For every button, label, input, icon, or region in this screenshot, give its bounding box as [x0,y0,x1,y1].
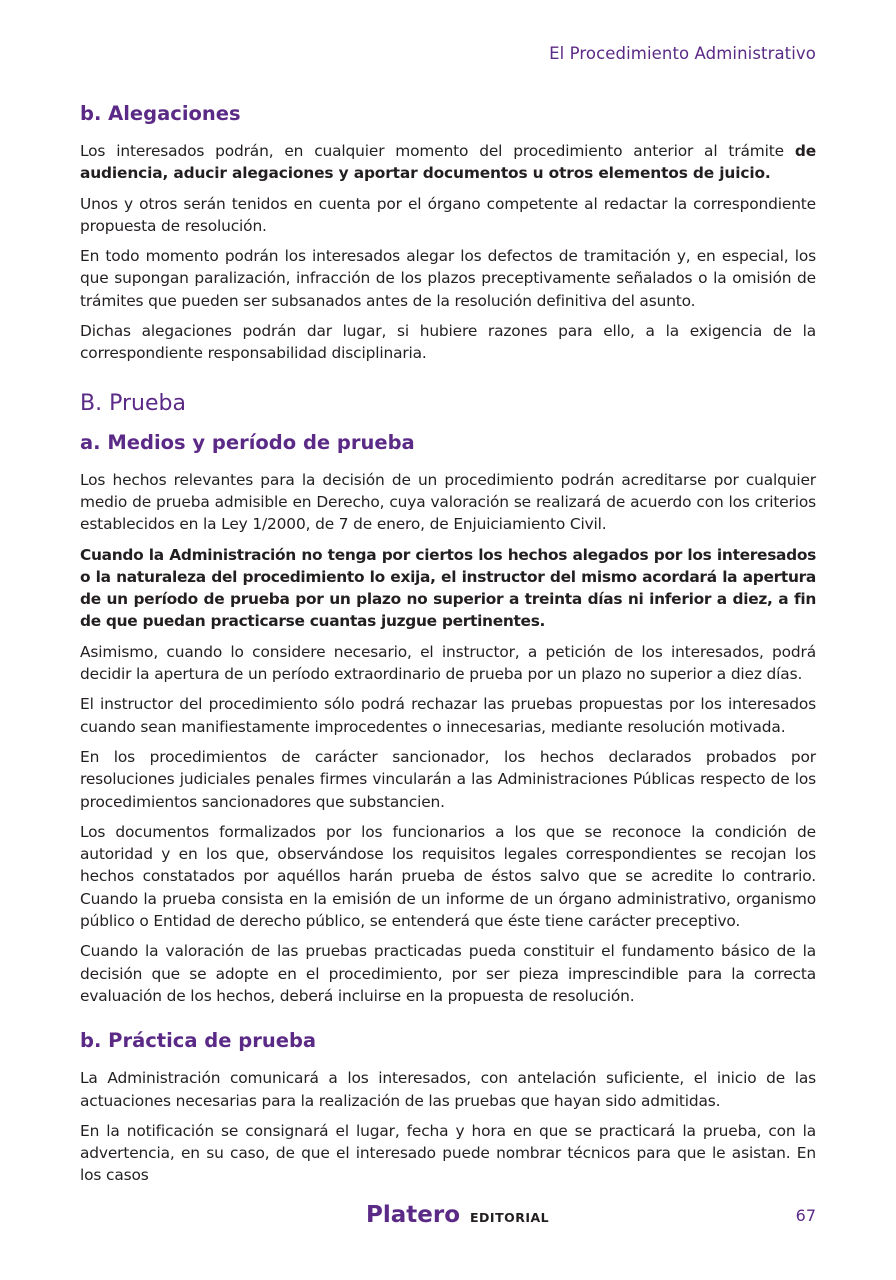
heading-prueba: B. Prueba [80,390,186,416]
page-number: 67 [795,1206,816,1225]
page-body [80,100,816,1195]
paragraph: Dichas alegaciones podrán dar lugar, si hubiere razones para ello, a la exigencia de la correspondiente responsabilidad disciplinaria. [80,322,816,363]
paragraph: Los documentos formalizados por los funcionarios a los que se reconoce la condición de autoridad y en los que, observándose los requisitos legales correspondientes se recojan los hechos constatados por aquéllos harán prueba de éstos salvo que se acredite lo contrario. Cuando la prueba consista en la emisión de un informe de un órgano administrativo, organismo público o Entidad de derecho público, se entenderá que éste tiene carácter preceptivo. [80,822,816,931]
running-header: El Procedimiento Administrativo [549,44,816,63]
heading-medios-periodo-prueba: a. Medios y período de prueba [80,430,415,454]
paragraph: La Administración comunicará a los interesados, con antelación suficiente, el inicio de las actuaciones necesarias para la realización de las pruebas que hayan sido admitidas. [80,1069,816,1110]
brand-name: Platero [366,1202,460,1228]
paragraph: Unos y otros serán tenidos en cuenta por el órgano competente al redactar la correspondiente propuesta de resolución. [80,194,816,235]
paragraph: Los hechos relevantes para la decisión de un procedimiento podrán acreditarse por cualquier medio de prueba admisible en Derecho, cuya valoración se realizará de acuerdo con los criterios establecidos en la Ley 1/2000, de 7 de enero, de Enjuiciamiento Civil. [80,470,816,534]
paragraph: Asimismo, cuando lo considere necesario, el instructor, a petición de los interesados, podrá decidir la apertura de un período extraordinario de prueba por un plazo no superior a diez días. [80,642,816,684]
paragraph: En la notificación se consignará el lugar, fecha y hora en que se practicará la prueba, con la advertencia, en su caso, de que el interesado puede nombrar técnicos para que le asistan. En los casos [80,1121,816,1185]
brand-subtitle: EDITORIAL [470,1210,550,1225]
paragraph: Cuando la valoración de las pruebas practicadas pueda constituir el fundamento básico de la decisión que se adopte en el procedimiento, por ser pieza imprescindible para la correcta evaluación de los hechos, deberá incluirse en la propuesta de resolución. [80,942,816,1005]
heading-practica-prueba: b. Práctica de prueba [80,1029,317,1053]
bold-text: de audiencia, aducir alegaciones y aportar documentos u otros elementos de juicio. [80,142,816,183]
paragraph: En todo momento podrán los interesados alegar los defectos de tramitación y, en especial, los que supongan paralización, infracción de los plazos preceptivamente señalados o la omisión de trámites que pueden ser subsanados antes de la resolución definitiva del asunto. [80,247,816,310]
publisher-logo [366,1202,549,1228]
paragraph-text: Los interesados podrán, en cualquier momento del procedimiento anterior al trámite [80,142,795,160]
paragraph [80,140,816,185]
heading-alegaciones: b. Alegaciones [80,102,241,125]
paragraph-bold: Cuando la Administración no tenga por ciertos los hechos alegados por los interesados o la naturaleza del procedimiento lo exija, el instructor del mismo acordará la apertura de un período de prueba por un plazo no superior a treinta días ni inferior a diez, a fin de que puedan practicarse cuantas juzgue pertinentes. [80,545,816,631]
paragraph: En los procedimientos de carácter sancionador, los hechos declarados probados por resoluciones judiciales penales firmes vincularán a las Administraciones Públicas respecto de los procedimientos sancionadores que substancien. [80,747,816,811]
paragraph: El instructor del procedimiento sólo podrá rechazar las pruebas propuestas por los interesados cuando sean manifiestamente improcedentes o innecesarias, mediante resolución motivada. [80,695,816,736]
